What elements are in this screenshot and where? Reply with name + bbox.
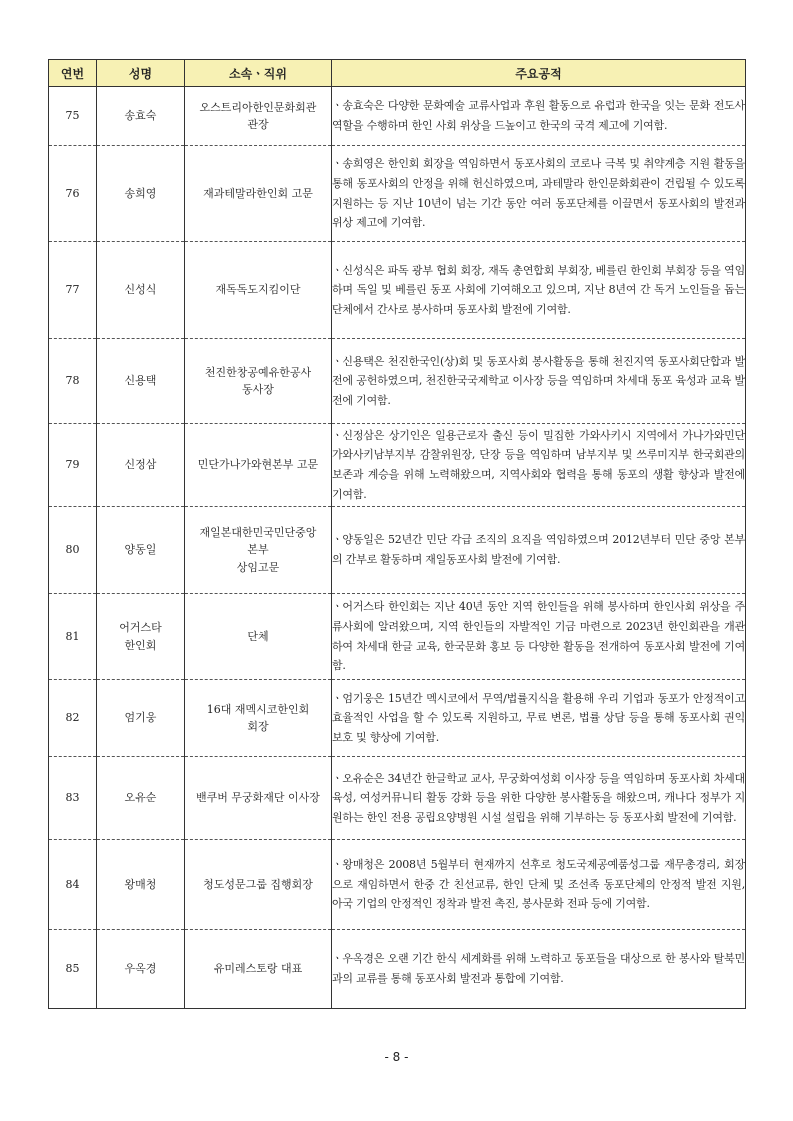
cell-achievement: ㆍ신용택은 천진한국인(상)회 및 동포사회 봉사활동을 통해 천진지역 동포사회단합과 발전에 공헌하였으며, 천진한국국제학교 이사장 등을 역임하며 차세대 동포 육성과 교육 발전에 기여함. [332,339,746,424]
cell-achievement: ㆍ송희영은 한인회 회장을 역임하면서 동포사회의 코로나 극복 및 취약계층 지원 활동을 통해 동포사회의 안정을 위해 헌신하였으며, 과테말라 한인문화회관이 건립될 수 있도록 지원하는 등 지난 10년이 넘는 기간 동안 여러 동포단체를 이끌면서 동포사회의 발전과 위상 제고에 기여함. [332,146,746,242]
cell-affiliation: 단체 [185,594,332,680]
table-row [49,242,746,339]
cell-achievement: ㆍ왕매청은 2008년 5월부터 현재까지 선후로 청도국제공예품성그룹 재무총경리, 회장으로 재임하면서 한중 간 친선교류, 한인 단체 및 조선족 동포단체의 안정적 발전 지원, 아국 기업의 안정적인 정착과 발전 촉진, 봉사문화 전파 등에 기여함. [332,840,746,930]
cell-no: 81 [49,594,97,680]
cell-no: 84 [49,840,97,930]
cell-achievement: ㆍ엄기웅은 15년간 멕시코에서 무역/법률지식을 활용해 우리 기업과 동포가 안정적이고 효율적인 사업을 할 수 있도록 지원하고, 무료 변론, 법률 상담 등을 통해 동포사회 권익 보호 및 향상에 기여함. [332,680,746,757]
cell-no: 80 [49,507,97,594]
header-affiliation: 소속ㆍ직위 [185,60,332,87]
cell-name: 엄기웅 [97,680,185,757]
cell-name: 송희영 [97,146,185,242]
cell-affiliation: 천진한창공예유한공사 동사장 [185,339,332,424]
header-row [49,60,746,87]
cell-no: 78 [49,339,97,424]
table-row [49,840,746,930]
cell-affiliation: 유미레스토랑 대표 [185,930,332,1009]
cell-affiliation: 청도성문그룹 집행회장 [185,840,332,930]
cell-affiliation: 오스트리아한인문화회관 관장 [185,87,332,146]
cell-achievement: ㆍ우옥경은 오랜 기간 한식 세계화를 위해 노력하고 동포들을 대상으로 한 봉사와 탈북민과의 교류를 통해 동포사회 발전과 통합에 기여함. [332,930,746,1009]
table-row [49,594,746,680]
cell-no: 82 [49,680,97,757]
merit-table [48,59,746,1009]
table-row [49,339,746,424]
cell-name: 송효숙 [97,87,185,146]
cell-affiliation: 민단가나가와현본부 고문 [185,424,332,507]
table-row [49,87,746,146]
header-no: 연번 [49,60,97,87]
table-row [49,507,746,594]
cell-affiliation: 재과테말라한인회 고문 [185,146,332,242]
cell-name: 왕매청 [97,840,185,930]
cell-achievement: ㆍ신정삼은 상기인은 일용근로자 출신 등이 밀집한 가와사키시 지역에서 가나가와민단 가와사키남부지부 감찰위원장, 단장 등을 역임하며 남부지부 및 쓰루미지부 한국회관의 보존과 계승을 위해 노력해왔으며, 지역사회와 협력을 통해 동포의 생활 향상과 발전에 기여함. [332,424,746,507]
cell-achievement: ㆍ어거스타 한인회는 지난 40년 동안 지역 한인들을 위해 봉사하며 한인사회 위상을 주류사회에 알려왔으며, 지역 한인들의 자발적인 기금 마련으로 2023년 한인회관을 개관하여 차세대 한글 교육, 한국문화 홍보 등 다양한 활동을 전개하여 동포사회 발전에 기여함. [332,594,746,680]
cell-no: 79 [49,424,97,507]
table-row [49,424,746,507]
table-row [49,930,746,1009]
cell-achievement: ㆍ신성식은 파독 광부 협회 회장, 재독 총연합회 부회장, 베를린 한인회 부회장 등을 역임하며 독일 및 베를린 동포 사회에 기여해오고 있으며, 지난 8년여 간 독거 노인들을 돕는 단체에서 간사로 봉사하며 동포사회 발전에 기여함. [332,242,746,339]
cell-achievement: ㆍ양동일은 52년간 민단 각급 조직의 요직을 역임하였으며 2012년부터 민단 중앙 본부의 간부로 활동하며 재일동포사회 발전에 기여함. [332,507,746,594]
header-achievement: 주요공적 [332,60,746,87]
cell-affiliation: 재일본대한민국민단중앙 본부 상임고문 [185,507,332,594]
page-number: - 8 - [384,1050,409,1064]
table-row [49,146,746,242]
cell-affiliation: 재독독도지킴이단 [185,242,332,339]
cell-no: 77 [49,242,97,339]
cell-name: 우옥경 [97,930,185,1009]
cell-no: 85 [49,930,97,1009]
header-name: 성명 [97,60,185,87]
table-row [49,680,746,757]
cell-name: 신용택 [97,339,185,424]
cell-affiliation: 밴쿠버 무궁화재단 이사장 [185,757,332,840]
cell-no: 75 [49,87,97,146]
cell-name: 어거스타 한인회 [97,594,185,680]
cell-achievement: ㆍ오유순은 34년간 한글학교 교사, 무궁화여성회 이사장 등을 역임하며 동포사회 차세대 육성, 여성커뮤니티 활동 강화 등을 위한 다양한 봉사활동을 해왔으며, 캐나다 정부가 지원하는 한인 전용 공립요양병원 시설 설립을 위해 기부하는 등 동포사회 발전에 기여함. [332,757,746,840]
cell-name: 오유순 [97,757,185,840]
cell-name: 신정삼 [97,424,185,507]
cell-affiliation: 16대 재멕시코한인회 회장 [185,680,332,757]
cell-name: 신성식 [97,242,185,339]
cell-no: 83 [49,757,97,840]
cell-no: 76 [49,146,97,242]
table-row [49,757,746,840]
cell-name: 양동일 [97,507,185,594]
cell-achievement: ㆍ송효숙은 다양한 문화예술 교류사업과 후원 활동으로 유럽과 한국을 잇는 문화 전도사 역할을 수행하며 한인 사회 위상을 드높이고 한국의 국격 제고에 기여함. [332,87,746,146]
